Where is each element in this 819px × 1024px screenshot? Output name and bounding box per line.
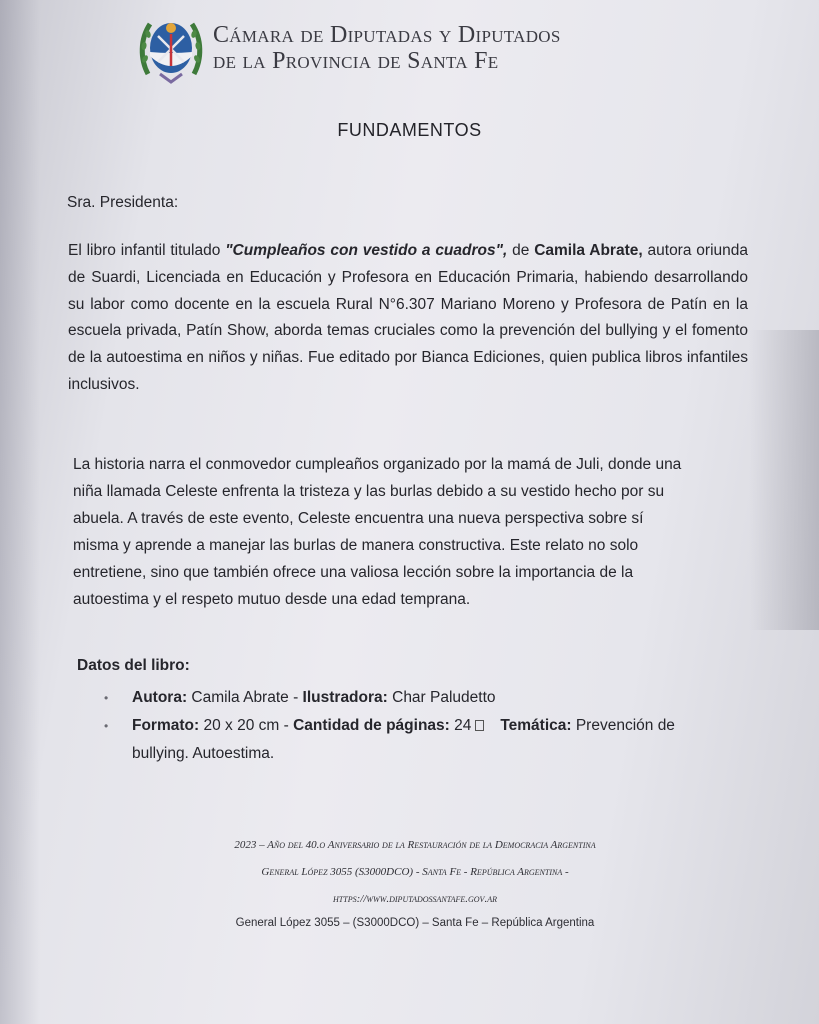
santa-fe-coat-of-arms-icon bbox=[138, 14, 204, 86]
author-name: Camila Abrate, bbox=[534, 242, 643, 259]
chamber-name-line2: de la Provincia de Santa Fe bbox=[213, 48, 499, 74]
list-item bbox=[104, 684, 744, 712]
page-footer bbox=[150, 832, 680, 933]
formato-value: 20 x 20 cm - bbox=[199, 717, 294, 734]
p2-line: niña llamada Celeste enfrenta la tristeza y las burlas debido a su vestido hecho por su bbox=[73, 483, 665, 500]
missing-glyph-icon bbox=[475, 720, 484, 731]
tematica-value-cont: bullying. Autoestima. bbox=[132, 745, 275, 762]
chamber-name bbox=[213, 22, 561, 74]
salutation: Sra. Presidenta: bbox=[67, 194, 179, 211]
book-title: "Cumpleaños con vestido a cuadros", bbox=[225, 242, 508, 259]
formato-label: Formato: bbox=[132, 717, 200, 734]
paragraph-2 bbox=[73, 451, 763, 613]
footer-address-plain: General López 3055 – (S3000DCO) – Santa Fe – República Argentina bbox=[235, 917, 595, 929]
letterhead bbox=[138, 14, 698, 86]
p2-line: entretiene, sino que también ofrece una valiosa lección sobre la importancia de la bbox=[73, 564, 634, 581]
tematica-value: Prevención de bbox=[571, 717, 675, 734]
footer-year-motto: 2023 – Año del 40.o Aniversario de la Restauración de la Democracia Argentina bbox=[234, 839, 596, 851]
footer-website: https://www.diputadossantafe.gov.ar bbox=[333, 893, 497, 905]
tematica-label: Temática: bbox=[500, 717, 572, 734]
p2-line: misma y aprende a manejar las burlas de manera constructiva. Este relato no solo bbox=[73, 537, 639, 554]
footer-address: General López 3055 (S3000DCO) - Santa Fe - República Argentina - bbox=[261, 866, 569, 878]
paragraph-1 bbox=[68, 238, 748, 399]
paginas-label: Cantidad de páginas: bbox=[293, 717, 450, 734]
p1-intro: El libro infantil titulado bbox=[68, 242, 226, 259]
ilustradora-value: Char Paludetto bbox=[387, 689, 496, 706]
page-edge-shadow bbox=[0, 0, 40, 1024]
p2-line: autoestima y el respeto mutuo desde una edad temprana. bbox=[73, 591, 471, 608]
book-data-list bbox=[104, 684, 744, 768]
book-data-heading: Datos del libro: bbox=[77, 657, 190, 674]
ilustradora-label: Ilustradora: bbox=[302, 689, 388, 706]
p1-body: autora oriunda de Suardi, Licenciada en Educación y Profesora en Educación Primaria, habiendo desarrollando su labor como docente en la escuela Rural N°6.307 Mariano Moreno y Profesora de Patín en la escuela privada, Patín Show, aborda temas cruciales como la prevención del bullying y el fomento de la autoestima en niños y niñas. Fue editado por Bianca Ediciones, quien publica libros infantiles inclusivos. bbox=[68, 242, 749, 393]
paginas-value: 24 bbox=[449, 717, 472, 734]
document-title: FUNDAMENTOS bbox=[337, 120, 482, 140]
p1-de: de bbox=[507, 242, 535, 259]
autora-label: Autora: bbox=[132, 689, 188, 706]
p2-line: abuela. A través de este evento, Celeste encuentra una nueva perspectiva sobre sí bbox=[73, 510, 644, 527]
autora-value: Camila Abrate - bbox=[187, 689, 303, 706]
chamber-name-line1: Cámara de Diputadas y Diputados bbox=[213, 22, 561, 48]
list-item bbox=[104, 712, 744, 768]
p2-line: La historia narra el conmovedor cumpleaños organizado por la mamá de Juli, donde una bbox=[73, 456, 682, 473]
bullet-icon: • bbox=[104, 691, 109, 705]
bullet-icon: • bbox=[104, 719, 109, 733]
